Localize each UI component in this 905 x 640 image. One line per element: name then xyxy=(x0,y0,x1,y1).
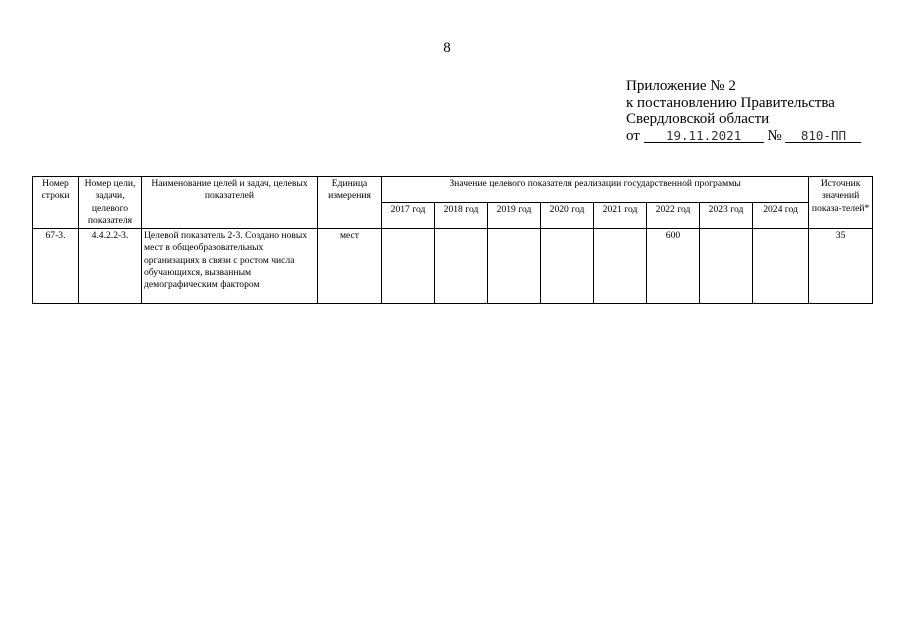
cell-value-2019 xyxy=(488,229,541,304)
indicators-table xyxy=(32,176,873,304)
table-row xyxy=(33,229,873,304)
cell-value-2024 xyxy=(753,229,809,304)
cell-source: 35 xyxy=(809,229,873,304)
appendix-date-line xyxy=(626,128,886,145)
col-header-values-group: Значение целевого показателя реализации государственной программы xyxy=(382,177,809,203)
col-header-year: 2021 год xyxy=(594,203,647,229)
col-header-year: 2020 год xyxy=(541,203,594,229)
cell-row-number: 67-3. xyxy=(33,229,79,304)
col-header-row-number: Номер строки xyxy=(33,177,79,229)
cell-goal-number: 4.4.2.2-3. xyxy=(79,229,142,304)
appendix-resolution-line: к постановлению Правительства xyxy=(626,94,835,111)
col-header-year: 2017 год xyxy=(382,203,435,229)
resolution-date: 19.11.2021 xyxy=(644,129,764,143)
col-header-year: 2018 год xyxy=(435,203,488,229)
col-header-unit: Единица измерения xyxy=(318,177,382,229)
cell-unit: мест xyxy=(318,229,382,304)
col-header-year: 2023 год xyxy=(700,203,753,229)
number-label: № xyxy=(767,127,782,144)
col-header-year: 2024 год xyxy=(753,203,809,229)
col-header-year: 2019 год xyxy=(488,203,541,229)
col-header-goal-number: Номер цели, задачи, целевого показателя xyxy=(79,177,142,229)
col-header-source: Источник значений показа-телей* xyxy=(809,177,873,229)
col-header-name: Наименование целей и задач, целевых показателей xyxy=(142,177,318,229)
col-header-year: 2022 год xyxy=(647,203,700,229)
cell-value-2018 xyxy=(435,229,488,304)
cell-value-2020 xyxy=(541,229,594,304)
appendix-header xyxy=(626,78,886,144)
resolution-number: 810-ПП xyxy=(785,129,861,143)
appendix-region-line: Свердловской области xyxy=(626,111,770,127)
cell-value-2022: 600 xyxy=(647,229,700,304)
cell-value-2023 xyxy=(700,229,753,304)
cell-value-2021 xyxy=(594,229,647,304)
appendix-title: Приложение № 2 xyxy=(626,78,736,94)
header-row-1 xyxy=(33,177,873,203)
cell-value-2017 xyxy=(382,229,435,304)
page-number: 8 xyxy=(443,40,451,56)
from-label: от xyxy=(626,127,640,144)
cell-name: Целевой показатель 2-3. Создано новых мест в общеобразовательных организациях в связи с ростом числа обучающихся, вызванным демографическим фактором xyxy=(142,229,318,304)
